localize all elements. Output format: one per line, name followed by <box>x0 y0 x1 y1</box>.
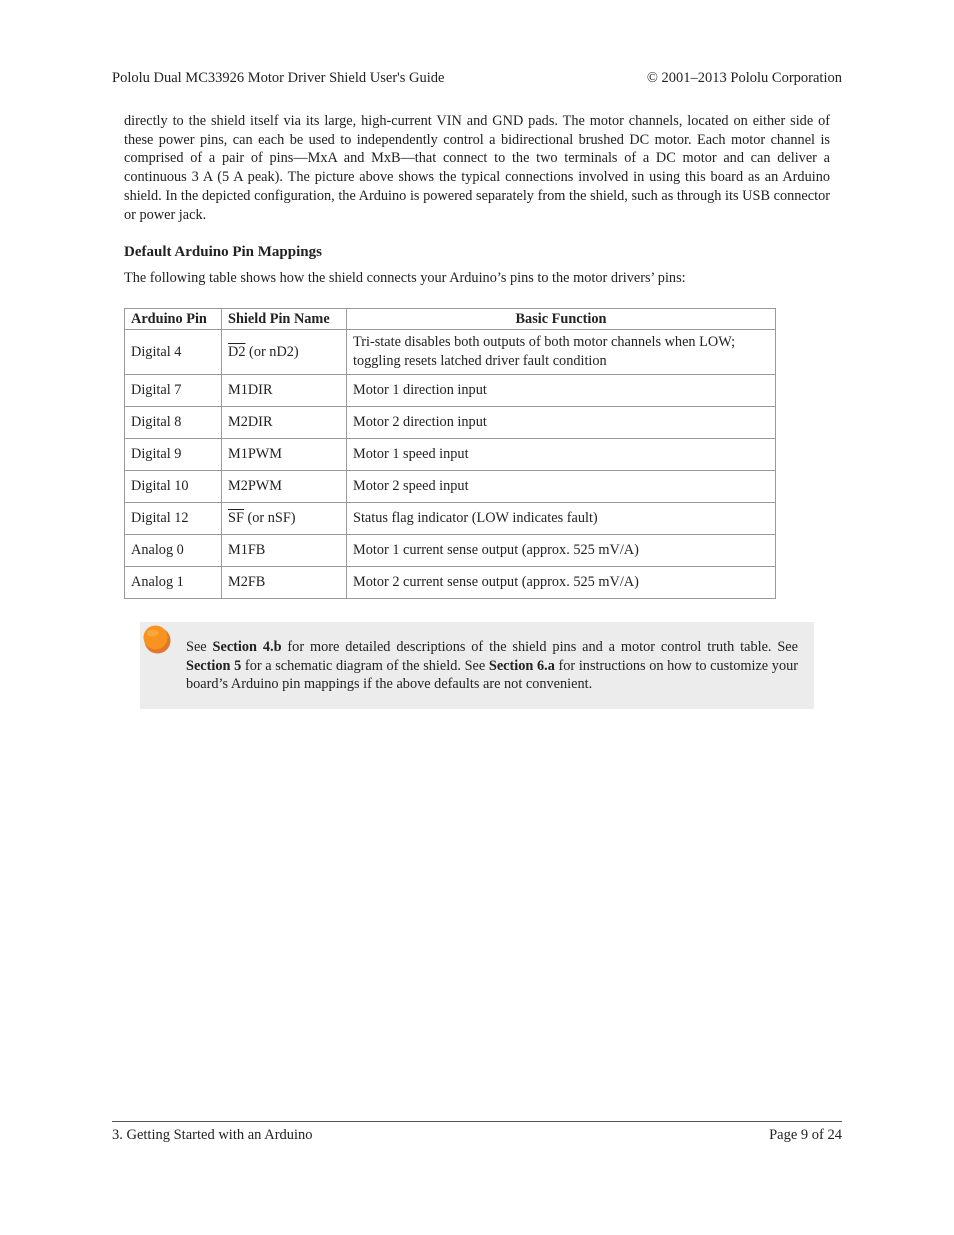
pin-alias: (or nSF) <box>243 510 296 526</box>
shield-pin-name-cell: M1DIR <box>222 375 347 407</box>
body-paragraph: directly to the shield itself via its large, high-current VIN and GND pads. The motor channels, located on either side of these power pins, can each be used to independently control a bidirectional brushed DC motor. Each motor channel is comprised of a pair of pins—MxA and MxB—that connect to the two terminals of a DC motor and can deliver a continuous 3 A (5 A peak). The picture above shows the typical connections involved in using this board as an Arduino shield. In the depicted configuration, the Arduino is powered separately from the shield, such as through its USB connector or power jack. <box>124 113 830 223</box>
shield-pin-name-cell <box>222 503 347 535</box>
note-text-segment: for instructions on how to customize your board’s Arduino pin mappings if the above defaults are not convenient. <box>186 657 798 693</box>
basic-function-cell: Motor 2 direction input <box>347 407 776 439</box>
shield-pin-name-cell: M1FB <box>222 535 347 567</box>
arduino-pin-cell: Digital 12 <box>125 503 222 535</box>
basic-function-cell: Motor 1 direction input <box>347 375 776 407</box>
shield-pin-name-cell: M1PWM <box>222 439 347 471</box>
note-text <box>186 638 798 694</box>
footer-divider <box>112 1121 842 1122</box>
note-box <box>140 622 814 709</box>
table-row <box>125 407 776 439</box>
arduino-pin-cell: Analog 1 <box>125 567 222 599</box>
pin-mapping-table <box>124 308 776 599</box>
table-row <box>125 567 776 599</box>
active-low-pin-label: D2 <box>228 343 246 360</box>
table-row <box>125 503 776 535</box>
table-row <box>125 439 776 471</box>
note-text-segment: for a schematic diagram of the shield. See <box>241 657 489 674</box>
arduino-pin-cell: Digital 9 <box>125 439 222 471</box>
pin-alias: (or nD2) <box>245 343 299 360</box>
section-heading: Default Arduino Pin Mappings <box>124 244 322 260</box>
shield-pin-name-cell: M2PWM <box>222 471 347 503</box>
note-text-segment: See <box>186 639 213 655</box>
table-row <box>125 375 776 407</box>
section-reference: Section 6.a <box>488 657 555 674</box>
shield-pin-name-cell: M2DIR <box>222 407 347 439</box>
table-header-row <box>125 309 776 330</box>
chapter-title: 3. Getting Started with an Arduino <box>112 1127 313 1143</box>
document-title: Pololu Dual MC33926 Motor Driver Shield User's Guide <box>112 70 445 86</box>
page-number: Page 9 of 24 <box>769 1127 842 1143</box>
note-text-segment: for more detailed descriptions of the shield pins and a motor control truth table. See <box>281 639 798 655</box>
copyright-notice: © 2001–2013 Pololu Corporation <box>646 70 842 86</box>
basic-function-cell: Status flag indicator (LOW indicates fault) <box>347 503 776 535</box>
arduino-pin-cell: Digital 8 <box>125 407 222 439</box>
basic-function-cell: Motor 1 current sense output (approx. 525 mV/A) <box>347 535 776 567</box>
arduino-pin-cell: Analog 0 <box>125 535 222 567</box>
arduino-pin-cell: Digital 7 <box>125 375 222 407</box>
shield-pin-name-cell <box>222 330 347 375</box>
arduino-pin-cell: Digital 4 <box>125 330 222 375</box>
basic-function-cell: Tri-state disables both outputs of both motor channels when LOW; toggling resets latched driver fault condition <box>347 330 776 375</box>
shield-pin-name-cell: M2FB <box>222 567 347 599</box>
section-reference: Section 4.b <box>212 639 282 655</box>
basic-function-cell: Motor 1 speed input <box>347 439 776 471</box>
section-reference: Section 5 <box>186 657 242 674</box>
orange-circle-icon <box>140 622 174 656</box>
column-header-arduino-pin: Arduino Pin <box>125 309 222 330</box>
column-header-basic-function: Basic Function <box>347 309 776 330</box>
column-header-shield-pin-name: Shield Pin Name <box>222 309 347 330</box>
arduino-pin-cell: Digital 10 <box>125 471 222 503</box>
basic-function-cell: Motor 2 current sense output (approx. 525 mV/A) <box>347 567 776 599</box>
table-row <box>125 535 776 567</box>
section-intro: The following table shows how the shield connects your Arduino’s pins to the motor drivers’ pins: <box>124 270 686 286</box>
table-row <box>125 471 776 503</box>
table-row <box>125 330 776 375</box>
active-low-pin-label: $\overline{SF}$ <box>228 510 244 526</box>
basic-function-cell: Motor 2 speed input <box>347 471 776 503</box>
